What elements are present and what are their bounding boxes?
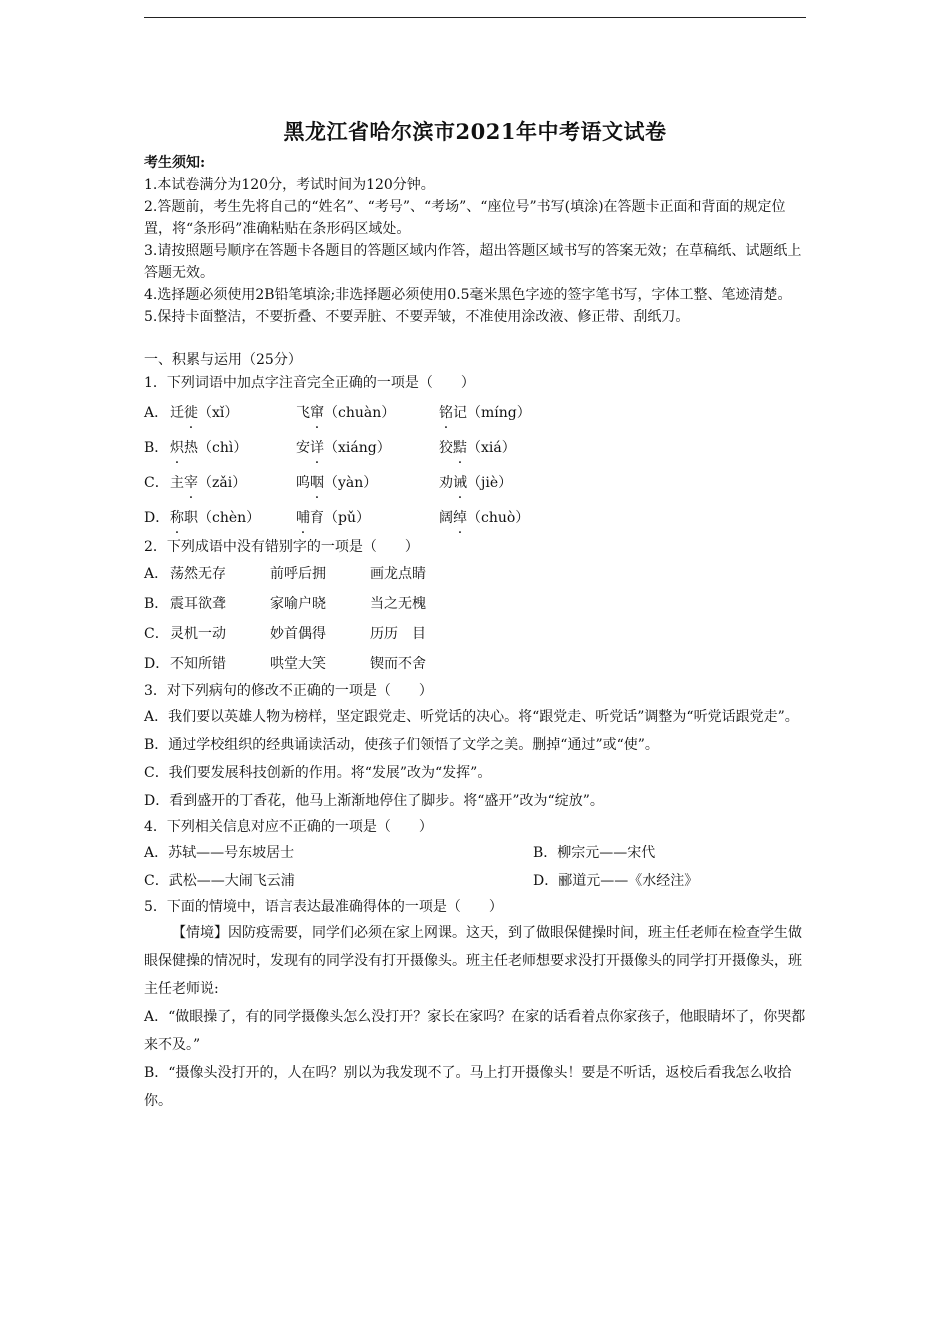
notice-block (144, 152, 806, 328)
q4-option-c: C．武松——大闹飞云浦 (144, 873, 295, 889)
question-4-stem: 4．下列相关信息对应不正确的一项是（ ） (144, 819, 433, 835)
option-label: A． (144, 404, 169, 421)
word-1: 称职（chèn） (170, 509, 261, 526)
q3-option-b: B．通过学校组织的经典诵读活动，使孩子们领悟了文学之美。删掉“通过”或“使”。 (144, 737, 659, 753)
word-2: 哺育（pǔ） (296, 509, 370, 526)
q4-option-b: B．柳宗元——宋代 (533, 845, 656, 861)
word-2: 飞窜（chuàn） (296, 404, 396, 421)
option-label: B． (144, 439, 169, 456)
question-3-stem: 3．对下列病句的修改不正确的一项是（ ） (144, 683, 433, 699)
notice-heading: 考生须知: (144, 155, 206, 171)
q1-option-d (144, 500, 806, 535)
word-1: 主宰（zǎi） (170, 474, 247, 491)
q1-option-c (144, 465, 806, 500)
q4-options-row-1 (144, 839, 806, 867)
option-label: C． (144, 474, 169, 491)
notice-item: 5.保持卡面整洁，不要折叠、不要弄脏、不要弄皱，不准使用涂改液、修正带、刮纸刀。 (144, 309, 690, 325)
notice-item: 4.选择题必须使用2B铅笔填涂;非选择题必须使用0.5毫米黑色字迹的签字笔书写，字体工整、笔迹清楚。 (144, 287, 792, 303)
q4-option-d: D．郦道元——《水经注》 (533, 873, 699, 889)
word-3: 铭记（míng） (439, 404, 531, 421)
q2-option-a: A． 荡然无存 前呼后拥 画龙点睛 (144, 566, 426, 582)
q3-option-d: D．看到盛开的丁香花，他马上渐渐地停住了脚步。将“盛开”改为“绽放”。 (144, 793, 604, 809)
q4-option-a: A．苏轼——号东坡居士 (144, 845, 295, 861)
q5-context: 【情境】因防疫需要，同学们必须在家上网课。这天，到了做眼保健操时间，班主任老师在检查学生做眼保健操的情况时，发现有的同学没有打开摄像头。班主任老师想要求没打开摄像头的同学打开摄像头，班主任老师说: (144, 925, 802, 997)
section-heading: 一、积累与运用（25分） (144, 352, 302, 368)
q2-option-b: B． 震耳欲聋 家喻户晓 当之无槐 (144, 596, 426, 612)
q2-option-d: D． 不知所错 哄堂大笑 锲而不舍 (144, 656, 426, 672)
word-1: 炽热（chì） (170, 439, 248, 456)
q3-option-c: C．我们要发展科技创新的作用。将“发展”改为“发挥”。 (144, 765, 492, 781)
q5-option-a: A．“做眼操了，有的同学摄像头怎么没打开？家长在家吗？在家的话看着点你家孩子，他眼睛坏了，你哭都来不及。” (144, 1009, 806, 1053)
word-2: 呜咽（yàn） (296, 474, 378, 491)
question-5-stem: 5．下面的情境中，语言表达最准确得体的一项是（ ） (144, 899, 503, 915)
word-1: 迁徙（xǐ） (170, 404, 239, 421)
question-1-stem: 1．下列词语中加点字注音完全正确的一项是（ ） (144, 375, 475, 391)
exam-title: 黑龙江省哈尔滨市2021年中考语文试卷 (283, 119, 667, 144)
q5-option-b: B．“摄像头没打开的，人在吗？别以为我发现不了。马上打开摄像头！要是不听话，返校后看我怎么收拾你。 (144, 1065, 792, 1109)
exam-page (144, 116, 806, 1115)
question-1-options (144, 395, 806, 535)
question-2-stem: 2．下列成语中没有错别字的一项是（ ） (144, 539, 419, 555)
q4-options-row-2 (144, 867, 806, 895)
notice-item: 2.答题前，考生先将自己的“姓名”、“考号”、“考场”、“座位号”书写(填涂)在答题卡正面和背面的规定位置，将“条形码”准确粘贴在条形码区域处。 (144, 199, 786, 237)
q2-option-c: C． 灵机一动 妙首偶得 历历 目 (144, 626, 426, 642)
word-3: 阔绰（chuò） (439, 509, 530, 526)
option-label: D． (144, 509, 170, 526)
q1-option-b (144, 430, 806, 465)
header-rule (144, 17, 806, 18)
notice-item: 3.请按照题号顺序在答题卡各题目的答题区域内作答，超出答题区域书写的答案无效；在草稿纸、试题纸上答题无效。 (144, 243, 802, 281)
word-3: 狡黠（xiá） (439, 439, 516, 456)
question-2-options (144, 559, 806, 679)
word-3: 劝诫（jiè） (439, 474, 513, 491)
word-2: 安详（xiáng） (296, 439, 391, 456)
notice-item: 1.本试卷满分为120分，考试时间为120分钟。 (144, 177, 435, 193)
q1-option-a (144, 395, 806, 430)
q3-option-a: A．我们要以英雄人物为榜样，坚定跟党走、听党话的决心。将“跟党走、听党话”调整为“听党话跟党走”。 (144, 709, 799, 725)
